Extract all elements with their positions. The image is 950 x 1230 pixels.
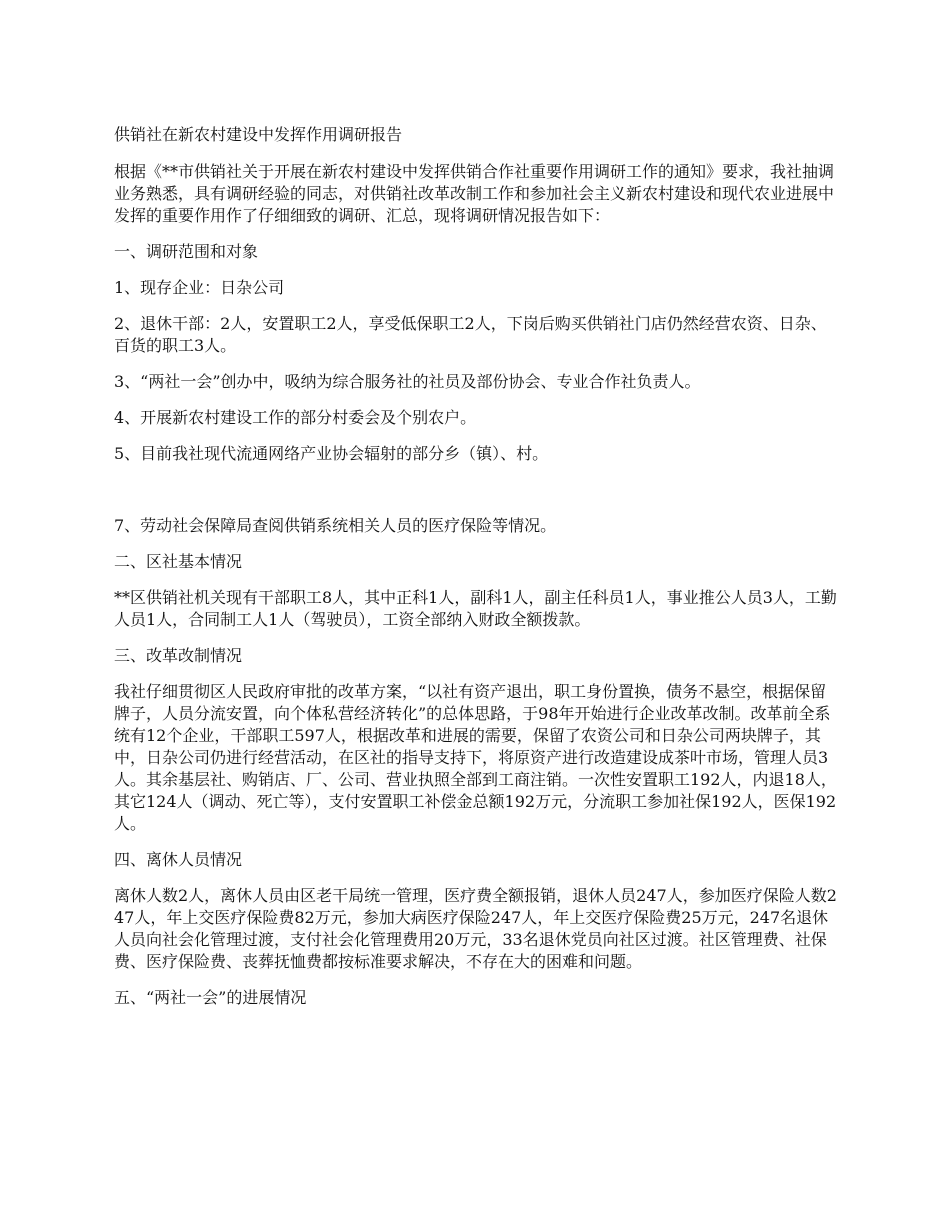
section-body-basic-info: **区供销社机关现有干部职工8人，其中正科1人，副科1人，副主任科员1人，事业推公人员3人，工勤人员1人，合同制工人1人（驾驶员），工资全部纳入财政全额拨款。 bbox=[114, 588, 837, 629]
document-page bbox=[114, 124, 840, 1023]
list-item-7: 7、劳动社会保障局查阅供销系统相关人员的医疗保险等情况。 bbox=[114, 516, 557, 535]
blank-gap bbox=[114, 479, 840, 515]
section-heading-basic-info: 二、区社基本情况 bbox=[114, 552, 243, 571]
document-title: 供销社在新农村建设中发挥作用调研报告 bbox=[114, 125, 403, 144]
list-item-3: 3、“两社一会”创办中，吸纳为综合服务社的社员及部份协会、专业合作社负责人。 bbox=[114, 372, 701, 391]
list-item-1: 1、现存企业：日杂公司 bbox=[114, 278, 285, 297]
section-body-retirees: 离休人数2人，离休人员由区老干局统一管理，医疗费全额报销，退休人员247人，参加医疗保险人数247人，年上交医疗保险费82万元，参加大病医疗保险247人，年上交医疗保险费25万元，247名退休人员向社会化管理过渡，支付社会化管理费用20万元，33名退休党员向社区过渡。社区管理费、社保费、医疗保险费、丧葬抚恤费都按标准要求解决，不存在大的困难和问题。 bbox=[114, 886, 837, 971]
section-heading-retirees: 四、离休人员情况 bbox=[114, 850, 243, 869]
list-item-5: 5、目前我社现代流通网络产业协会辐射的部分乡（镇）、村。 bbox=[114, 444, 549, 463]
section-body-reform: 我社仔细贯彻区人民政府审批的改革方案，“以社有资产退出，职工身份置换，债务不悬空，根据保留牌子，人员分流安置，向个体私营经济转化”的总体思路，于98年开始进行企业改革改制。改革前全系统有12个企业，干部职工597人，根据改革和进展的需要，保留了农资公司和日杂公司两块牌子，其中，日杂公司仍进行经营活动，在区社的指导支持下，将原资产进行改造建设成茶叶市场，管理人员3人。其余基层社、购销店、厂、公司、营业执照全部到工商注销。一次性安置职工192人，内退18人，其它124人（调动、死亡等），支付安置职工补偿金总额192万元，分流职工参加社保192人，医保192人。 bbox=[114, 682, 837, 833]
list-item-4: 4、开展新农村建设工作的部分村委会及个别农户。 bbox=[114, 408, 477, 427]
section-heading-reform: 三、改革改制情况 bbox=[114, 646, 243, 665]
list-item-2: 2、退休干部：2人，安置职工2人，享受低保职工2人，下岗后购买供销社门店仍然经营农资、日杂、百货的职工3人。 bbox=[114, 314, 827, 355]
intro-paragraph: 根据《**市供销社关于开展在新农村建设中发挥供销合作社重要作用调研工作的通知》要求，我社抽调业务熟悉，具有调研经验的同志，对供销社改革改制工作和参加社会主义新农村建设和现代农业进展中发挥的重要作用作了仔细细致的调研、汇总，现将调研情况报告如下： bbox=[114, 162, 835, 225]
section-heading-two-societies: 五、“两社一会”的进展情况 bbox=[114, 988, 307, 1007]
section-heading-scope: 一、调研范围和对象 bbox=[114, 242, 259, 261]
